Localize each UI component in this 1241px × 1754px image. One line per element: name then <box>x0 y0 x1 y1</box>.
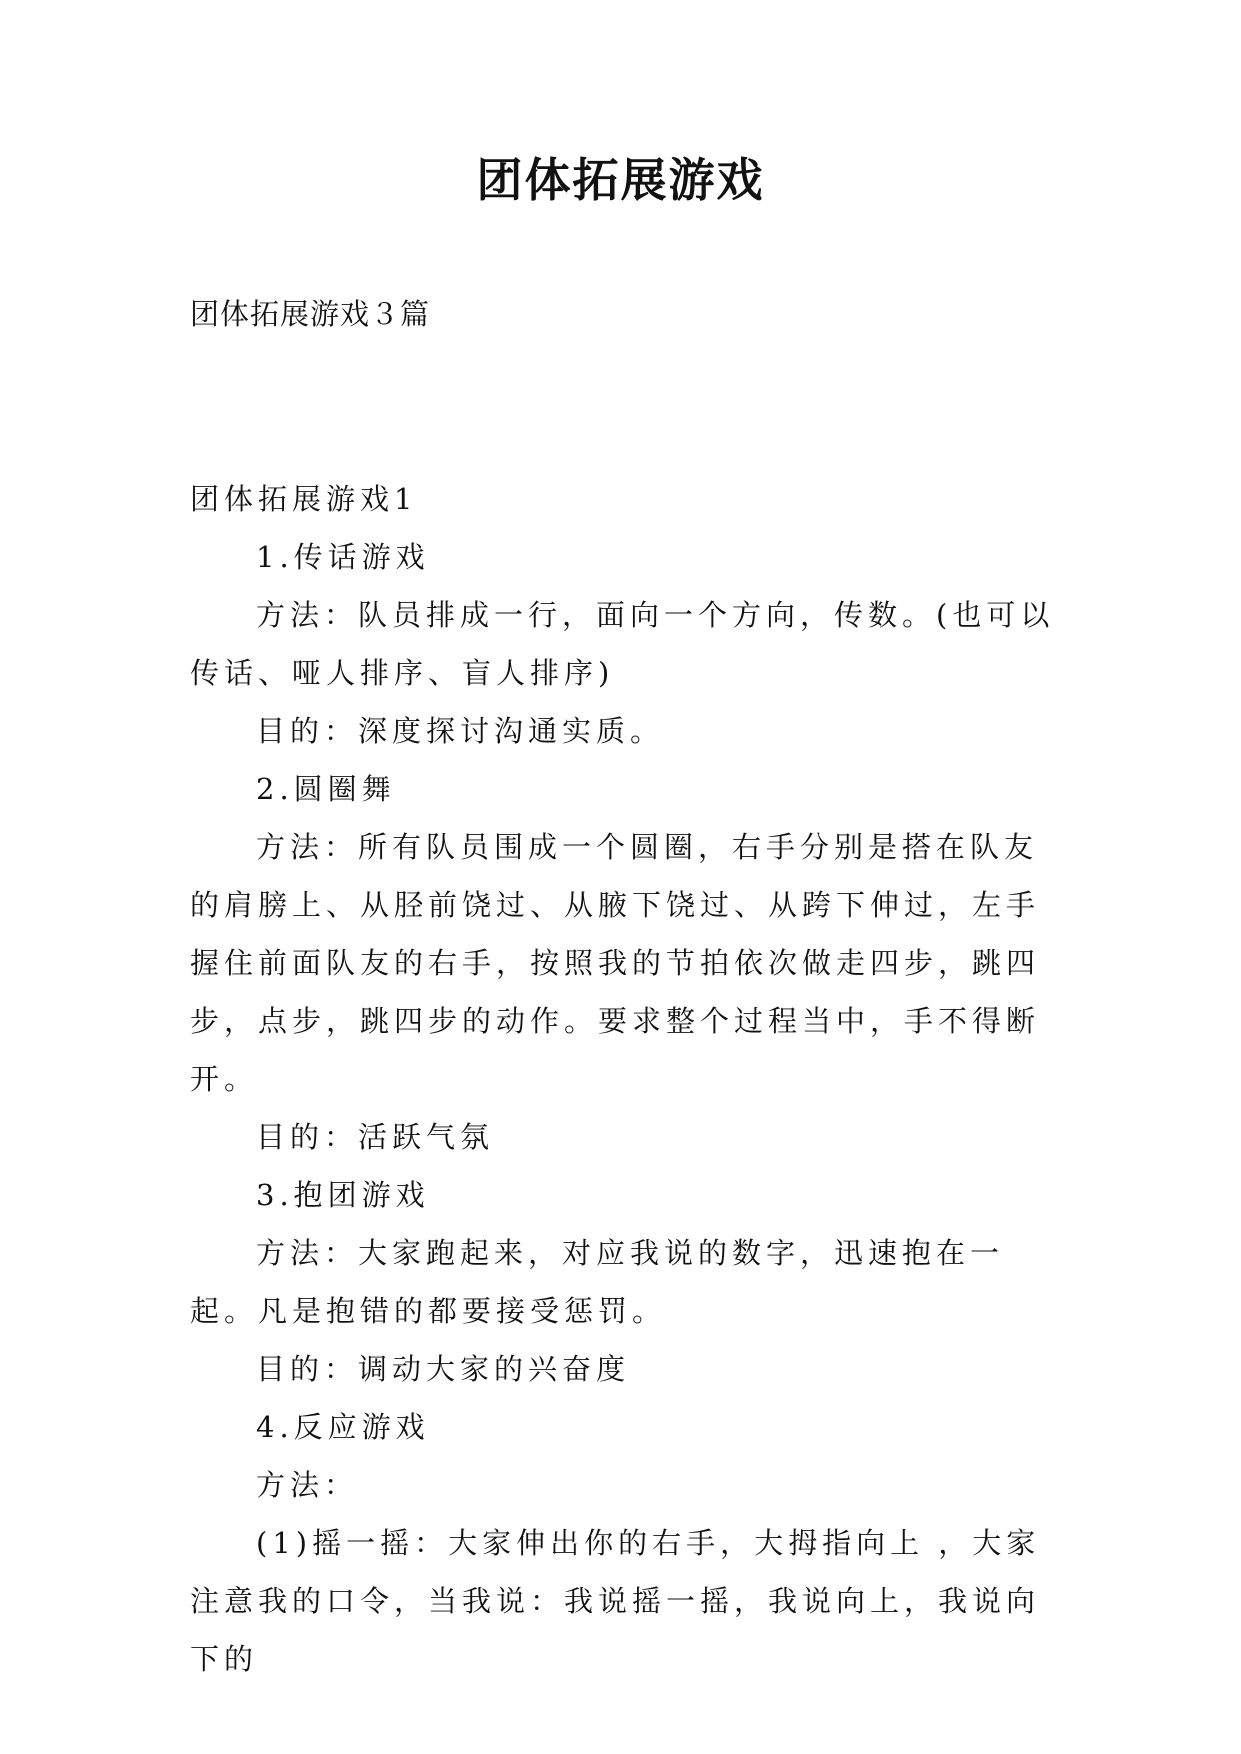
game-heading: 1.传话游戏 <box>256 540 430 574</box>
purpose-paragraph: 目的：深度探讨沟通实质。 <box>256 714 665 748</box>
game-heading: 2.圆圈舞 <box>256 772 396 806</box>
purpose-paragraph: 目的：活跃气氛 <box>256 1120 495 1154</box>
method-paragraph: 方法： <box>256 1468 359 1502</box>
method-paragraph: 方法：队员排成一行，面向一个方向，传数。(也可以传话、哑人排序、盲人排序) <box>190 598 1055 690</box>
document-title: 团体拓展游戏 <box>476 153 765 207</box>
document-body <box>190 470 1060 1688</box>
document-subtitle: 团体拓展游戏３篇 <box>190 297 431 331</box>
game-heading: 3.抱团游戏 <box>256 1178 430 1212</box>
method-paragraph: 方法：所有队员围成一个圆圈，右手分别是搭在队友的肩膀上、从胫前饶过、从腋下饶过、从跨下伸过，左手握住前面队友的右手，按照我的节拍依次做走四步，跳四步，点步，跳四步的动作。要求整个过程当中，手不得断开。 <box>190 830 1041 1096</box>
purpose-paragraph: 目的：调动大家的兴奋度 <box>256 1352 631 1386</box>
game-heading: 4.反应游戏 <box>256 1410 430 1444</box>
method-item-paragraph: (1)摇一摇：大家伸出你的右手，大拇指向上 ，大家注意我的口令，当我说：我说摇一摇，我说向上，我说向下的 <box>190 1526 1041 1676</box>
method-paragraph: 方法：大家跑起来，对应我说的数字，迅速抱在一起。凡是抱错的都要接受惩罚。 <box>190 1236 1005 1328</box>
section-heading: 团体拓展游戏1 <box>190 482 418 516</box>
